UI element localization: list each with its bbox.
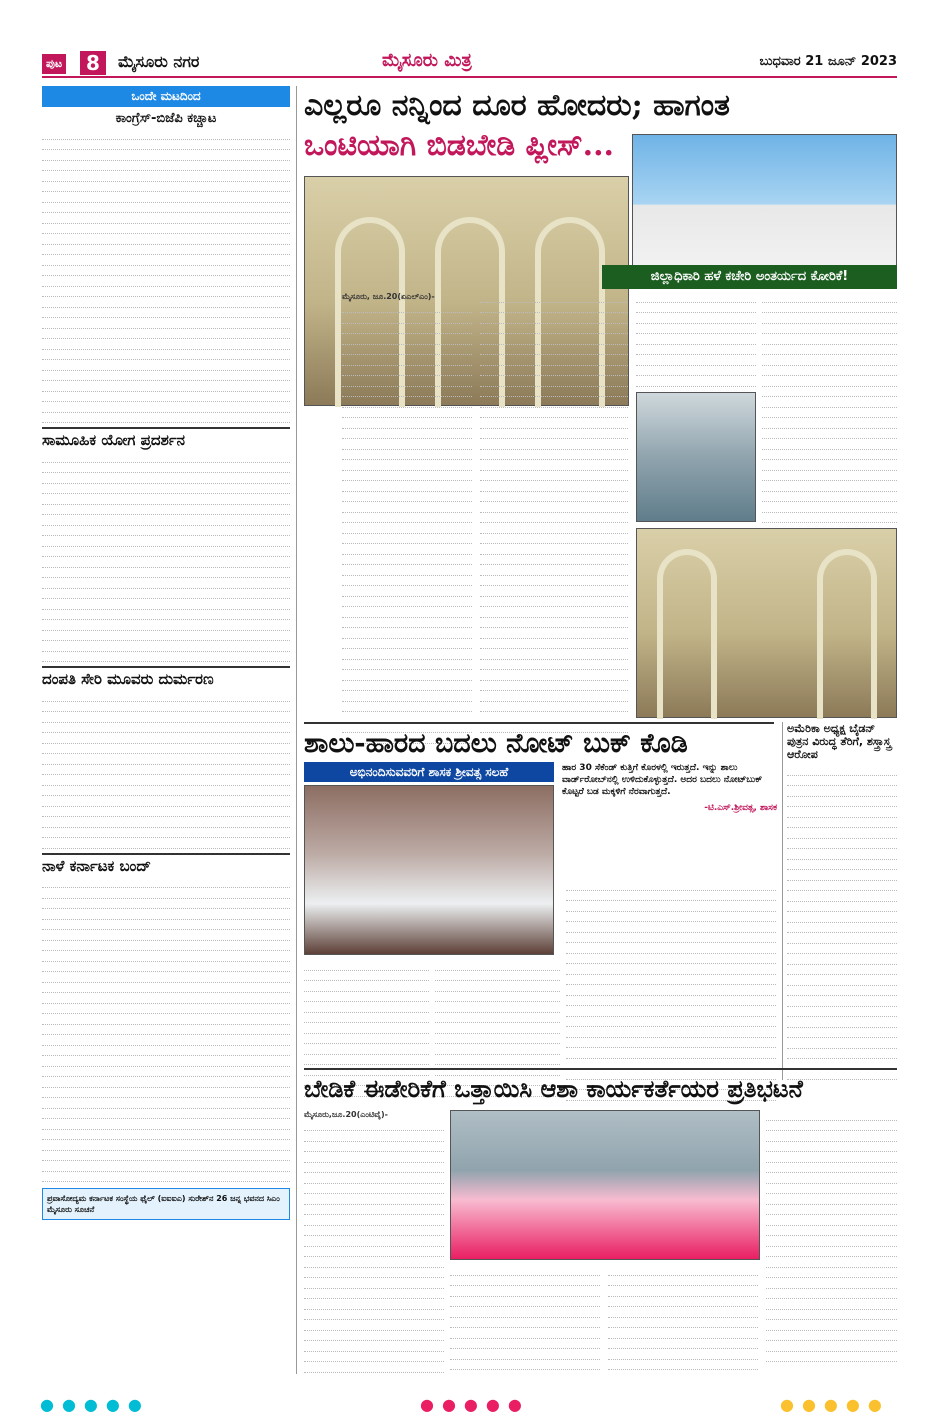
- asha-dateline: ಮೈಸೂರು,ಜೂ.20(ಎಂಟಿವೈ)-: [304, 1110, 388, 1119]
- issue-date: ಬುಧವಾರ 21 ಜೂನ್ 2023: [759, 54, 897, 69]
- story-body: [42, 878, 290, 1183]
- asha-col-3: [608, 1265, 758, 1370]
- biden-headline: ಅಮೆರಿಕಾ ಅಧ್ಯಕ್ಷ ಬೈಡನ್ ಪುತ್ರನ ವಿರುದ್ಧ ತೆರಿಗೆ, ಶಸ್ತ್ರಾಸ್ತ್ರ ಆರೋಪ: [787, 722, 892, 761]
- pull-quote: [562, 762, 777, 814]
- story-title-congress-bjp: ಕಾಂಗ್ರೆಸ್-ಬಿಜೆಪಿ ಕಚ್ಚಾಟ: [115, 111, 217, 126]
- registration-dots-right: ●●●●●: [780, 1395, 890, 1414]
- story-title-bandh: ನಾಳೆ ಕರ್ನಾಟಕ ಬಂದ್: [42, 853, 290, 875]
- main-story-col-2: [480, 292, 628, 733]
- corridor-photo: [636, 392, 756, 522]
- photo-caption: ಜಿಲ್ಲಾಧಿಕಾರಿ ಹಳೆ ಕಚೇರಿ ಅಂತರ್ಯದ ಕೋರಿಕೆ!: [602, 265, 897, 289]
- newspaper-page: [42, 50, 897, 1380]
- registration-dots-center: ●●●●●: [420, 1395, 530, 1414]
- asha-headline: ಬೇಡಿಕೆ ಈಡೇರಿಕೆಗೆ ಒತ್ತಾಯಿಸಿ ಆಶಾ ಕಾರ್ಯಕರ್ತೆಯರ ಪ್ರತಿಭಟನೆ: [304, 1068, 897, 1108]
- shawl-headline: ಶಾಲು-ಹಾರದ ಬದಲು ನೋಟ್ ಬುಕ್ ಕೊಡಿ: [304, 722, 774, 764]
- notice-box: ಪ್ರವಾಸೋದ್ಯಮ ಕರ್ನಾಟಕ ಸಂಸ್ಥೆಯ ಫೈಲ್ (ಐಐಐಎ) ಸುರೇಶ್‌ನ 26 ಜನ್ನ ಭವನದ ಸಿಎಂ ಮೈಸೂರು ಸೂಚನೆ: [42, 1188, 290, 1220]
- story-title-yoga: ಸಾಮೂಹಿಕ ಯೋಗ ಪ್ರದರ್ಶನ: [42, 427, 290, 449]
- page-tag: ಪುಟ: [42, 54, 66, 74]
- asha-col-2: [450, 1265, 600, 1370]
- protest-photo: [450, 1110, 760, 1260]
- main-story-col-1: [342, 292, 472, 744]
- biden-story: [782, 722, 897, 1080]
- meeting-photo: [304, 785, 554, 955]
- asha-col-4: [766, 1110, 897, 1362]
- main-story-col-3: [636, 292, 756, 387]
- headline-line-1: ಎಲ್ಲರೂ ನನ್ನಿಂದ ದೂರ ಹೋದರು; ಹಾಗಂತ: [304, 88, 730, 123]
- staircase-photo: [636, 528, 897, 718]
- story-body: [42, 129, 290, 423]
- story-dateline: ಮೈಸೂರು, ಜೂ.20(ಏಎಲ್‌ಎಂ)-: [342, 292, 435, 301]
- main-story-col-4: [762, 292, 897, 555]
- page-header: [42, 50, 897, 78]
- quote-text: ಹಾರ 30 ಸೆಕೆಂಡ್ ಕುತ್ತಿಗೆ ಕೊರಳಲ್ಲಿ ಇರುತ್ತದೆ. ಇನ್ನು ಶಾಲು ವಾರ್ಡ್‌ರೋಬ್‌ನಲ್ಲಿ ಉಳಿದುಕೊಳ್ಳುತ್ತದೆ. ಅದರ ಬದಲು ನೋಟ್‌ಬುಕ್ ಕೊಟ್ಟರೆ ಬಡ ಮಕ್ಕಳಿಗೆ ನೆರವಾಗುತ್ತದೆ.: [562, 763, 763, 797]
- masthead-logo: ಮೈಸೂರು ಮಿತ್ರ: [382, 50, 472, 71]
- page-number: 8: [80, 51, 106, 75]
- asha-col-1: [304, 1110, 444, 1373]
- shawl-strap: ಅಭಿನಂದಿಸುವವರಿಗೆ ಶಾಸಕ ಶ್ರೀವತ್ಸ ಸಲಹೆ: [304, 762, 554, 782]
- quote-attribution: -ಟಿ.ಎಸ್.ಶ್ರೀವತ್ಸ, ಶಾಸಕ: [704, 803, 777, 813]
- story-title-accident: ದಂಪತಿ ಸೇರಿ ಮೂವರು ದುರ್ಮರಣ: [42, 666, 290, 688]
- registration-dots-left: ●●●●●: [40, 1395, 150, 1414]
- headline-line-2: ಒಂಟಿಯಾಗಿ ಬಿಡಬೇಡಿ ಪ್ಲೀಸ್...: [304, 128, 614, 163]
- section-name: ಮೈಸೂರು ನಗರ: [118, 52, 200, 71]
- story-body: [42, 691, 290, 849]
- story-body: [42, 452, 290, 662]
- column-label: ಒಂದೇ ಮಟದಿಂದ: [42, 86, 290, 107]
- left-column: [42, 86, 297, 1374]
